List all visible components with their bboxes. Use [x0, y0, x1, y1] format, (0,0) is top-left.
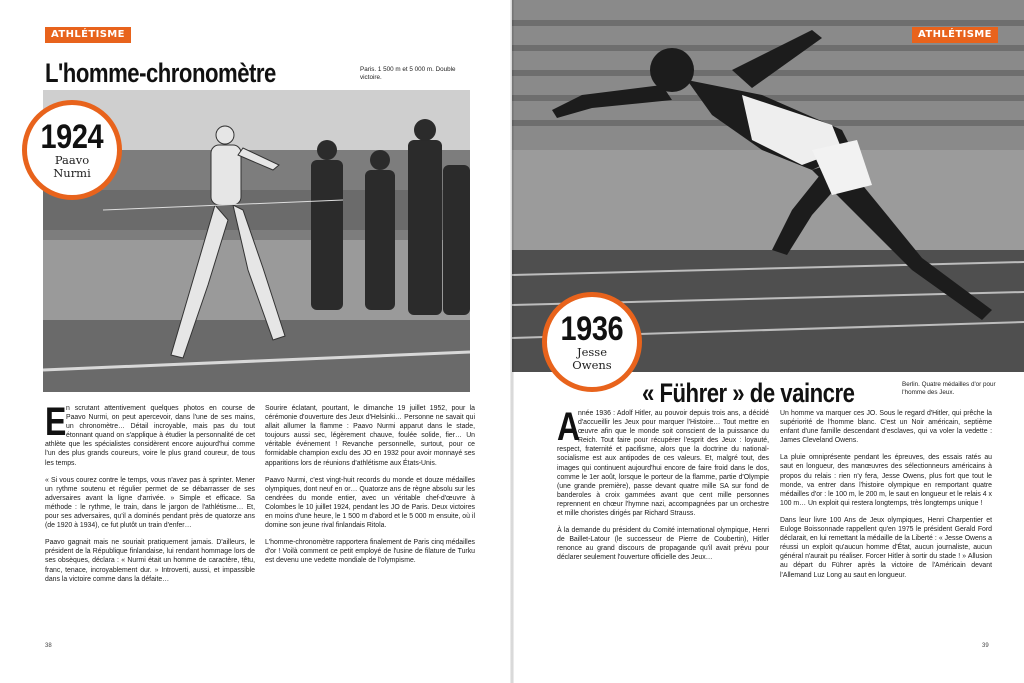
badge-year: 1936: [560, 310, 624, 348]
photo-caption: Paris. 1 500 m et 5 000 m. Double victoire.: [360, 66, 456, 81]
drop-cap: E: [45, 400, 67, 444]
section-tag: ATHLÉTISME: [912, 27, 998, 43]
paragraph: À la demande du président du Comité international olympique, Henri de Baillet-Latour (le successeur de Pierre de Coubertin), Hitler renonce au grand discours de propagande qu'il avait prévu pour déclarer seulement l'ouverture officielle des Jeux…: [557, 527, 769, 562]
drop-cap: A: [557, 405, 581, 449]
section-tag: ATHLÉTISME: [45, 27, 131, 43]
photo-caption: Berlin. Quatre médailles d'or pour l'homme des Jeux.: [902, 381, 996, 396]
year-badge: [542, 292, 642, 392]
badge-first-name: Jesse: [576, 345, 608, 359]
article-column-2: [780, 409, 992, 588]
article-column-2: [265, 404, 475, 574]
paragraph: Paavo gagnait mais ne souriait pratiquement jamais. D'ailleurs, le président de la République finlandaise, lui rendant hommage lors de ses obsèques, déclara : « Nurmi était un homme de caractère, têtu, franc, tenace, incroyablement dur. » Introverti, aussi, et impassible dans la victoire comme dans la défaite…: [45, 539, 255, 583]
badge-last-name: Owens: [572, 358, 612, 372]
page-title: L'homme-chronomètre: [45, 58, 276, 88]
paragraph: Un homme va marquer ces JO. Sous le regard d'Hitler, qui prêche la supériorité de l'homme blanc. C'est un Noir américain, septième enfant d'une famille descendant d'esclaves, qui va voler la vedette : James Cleveland Owens.: [780, 410, 992, 445]
paragraph: A nnée 1936 : Adolf Hitler, au pouvoir depuis trois ans, a décidé d'accueillir les Jeux pour marquer l'Histoire… Tout mettre en œuvre afin que le monde soit conscient de la puissance du Reich. Tout faire pour récupérer l'esprit des Jeux : loyauté, respect, fraternité et pacifisme, alors que la doctrine du national-socialisme est aux antipodes de ces valeurs. Et, malgré tout, des images qui continuent aujourd'hui encore de faire froid dans le dos, comme le 1er août, lorsque le porteur de la flamme, partie d'Olympie (une grande première), passe devant quatre mille SA sur fond de banderoles à croix gammées avant que cent mille personnes reprennent en chœur l'hymne nazi, accompagnées par un orchestre et mille choristes dirigés par Richard Strauss.: [557, 405, 769, 518]
spread-gutter: [510, 0, 514, 683]
article-column-1: [45, 400, 255, 592]
paragraph: En scrutant attentivement quelques photos en course de Paavo Nurmi, on peut apercevoir, dans l'une de ses mains, un chronomètre… Détail incroyable, mais pas du tout étonnant quand on s'applique à étudier la personnalité de cet athlète que les spécialistes considèrent encore aujourd'hui comme l'un des plus grands coureurs, voire le plus grand coureur, de tous les temps.: [45, 400, 255, 467]
badge-last-name: Nurmi: [53, 166, 91, 180]
badge-year: 1924: [40, 118, 104, 156]
paragraph: La pluie omniprésente pendant les épreuves, des essais ratés au saut en longueur, des manœuvres des sélectionneurs américains à propos du relais : rien n'y fera, Jesse Owens, plus fort que tout le monde, va entrer dans l'histoire olympique en remportant quatre médailles d'or : le 100 m, le 200 m, le saut en longueur et le relais 4 x 100 m… Un exploit qui restera longtemps, très longtemps unique !: [780, 454, 992, 507]
paragraph: « Si vous courez contre le temps, vous n'avez pas à sprinter. Mener un rythme soutenu et régulier permet de se débarrasser de ses adversaires avant la ligne d'arrivée. » Simple et efficace. Sa méthode : le rythme, le train, dans le jargon de l'athlétisme… Et, pour ses adversaires, qu'il a dominés pendant près de quatorze ans (de 1920 à 1934), ce fut plutôt un train d'enfer…: [45, 476, 255, 530]
year-badge: [22, 100, 122, 200]
article-column-1: [557, 405, 769, 571]
page-number: 39: [982, 643, 989, 649]
paragraph: L'homme-chronomètre rapportera finalement de Paris cinq médailles d'or ! Voilà comment ce petit employé de l'usine de filature de Turku est devenu une vedette mondiale de l'olympisme.: [265, 539, 475, 565]
paragraph: Dans leur livre 100 Ans de Jeux olympiques, Henri Charpentier et Euloge Boissonnade rappellent qu'en 1975 le président Gerald Ford déclarait, en lui remettant la médaille de la Liberté : « Jesse Owens a réussi un exploit qu'aucun homme d'État, aucun journaliste, aucun général n'aurait pu réaliser. Forcer Hitler à sortir du stade ! » Allusion au départ du Führer après la victoire de l'Américain devant l'Allemand Luz Long au saut en longueur.: [780, 516, 992, 579]
paragraph: Paavo Nurmi, c'est vingt-huit records du monde et douze médailles olympiques, dont neuf en or… Quatorze ans de règne absolu sur les cendrées du monde entier, avec un véritable chef-d'œuvre à Colombes le 10 juillet 1924, pendant les JO de Paris. Deux victoires en moins d'une heure, le 1 500 m d'abord et le 5 000 m ensuite, où il domine son jeune rival finlandais Ritola.: [265, 476, 475, 530]
badge-first-name: Paavo: [54, 153, 90, 167]
paragraph: Sourire éclatant, pourtant, le dimanche 19 juillet 1952, pour la cérémonie d'ouverture des Jeux d'Helsinki… Personne ne savait qui allait allumer la flamme : Paavo Nurmi apparut dans le stade, toujours aussi sec, légèrement chauve, foulée solide, fier… Un véritable événement ! Revanche personnelle, surtout, pour ce formidable champion exclu des JO en 1932 pour avoir monnayé ses apparitions lors de réunions d'athlétisme aux États-Unis.: [265, 405, 475, 467]
right-page: [512, 0, 1024, 683]
page-title: « Führer » de vaincre: [642, 378, 855, 408]
page-number: 38: [45, 643, 52, 649]
